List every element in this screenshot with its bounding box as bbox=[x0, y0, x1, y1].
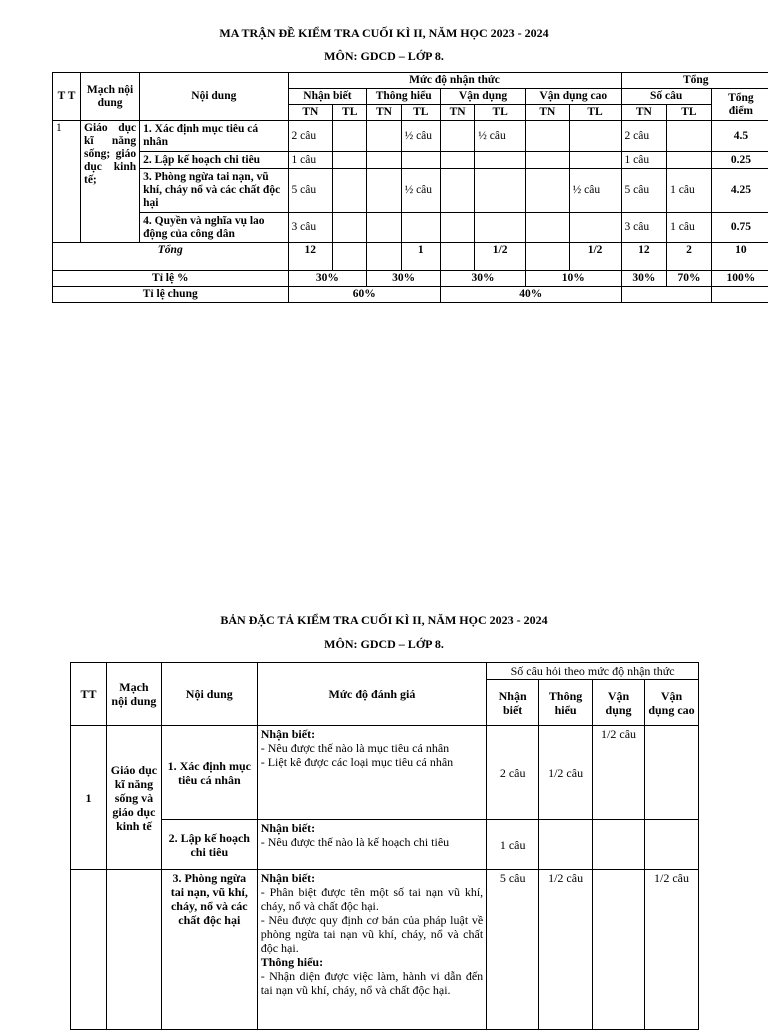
matrix-tt-cell: 1 bbox=[53, 121, 81, 243]
matrix-content-cell: 4. Quyền và nghĩa vụ lao động của công dân bbox=[140, 213, 288, 243]
header-thonghieu: Thông hiểu bbox=[367, 89, 441, 105]
matrix-title: MA TRẬN ĐỀ KIỂM TRA CUỐI KÌ II, NĂM HỌC 2023 - 2024 bbox=[0, 26, 768, 41]
cell-th-tn bbox=[367, 121, 401, 152]
spec-content-cell: 2. Lập kế hoạch chi tiêu bbox=[161, 820, 257, 870]
cell-vdc-tn bbox=[526, 121, 570, 152]
total-diem: 10 bbox=[711, 243, 768, 271]
cell-vd-tl bbox=[475, 169, 526, 213]
cell-vdc-tl bbox=[569, 213, 621, 243]
cell-nb-tl bbox=[333, 152, 367, 169]
cell-vd-tn bbox=[441, 213, 475, 243]
spec-header-mach: Mạch nội dung bbox=[106, 663, 161, 726]
header-vandung: Vận dụng bbox=[441, 89, 526, 105]
spec-tt-cell: 1 bbox=[71, 726, 107, 870]
spec-level-cell bbox=[257, 820, 486, 870]
cell-sc-tl: 1 câu bbox=[667, 169, 712, 213]
total-vd-tl: 1/2 bbox=[475, 243, 526, 271]
cell-sc-tn: 5 câu bbox=[621, 169, 667, 213]
table-row bbox=[71, 820, 699, 870]
header-tn: TN bbox=[288, 105, 333, 121]
spec-header-vandung: Vận dụng bbox=[593, 680, 645, 726]
level-title: Nhận biết: bbox=[261, 821, 483, 835]
general-a: 60% bbox=[288, 287, 441, 303]
ratio-th: 30% bbox=[367, 271, 441, 287]
total-th-tl: 1 bbox=[401, 243, 440, 271]
table-row bbox=[53, 169, 768, 213]
cell-nb-tl bbox=[333, 121, 367, 152]
cell-vd-tl bbox=[475, 152, 526, 169]
matrix-mach-cell: Giáo dục kĩ năng sống; giáo dục kinh tế; bbox=[81, 121, 140, 243]
matrix-content-cell: 2. Lập kế hoạch chi tiêu bbox=[140, 152, 288, 169]
matrix-general-row bbox=[53, 287, 768, 303]
cell-sc-tn: 2 câu bbox=[621, 121, 667, 152]
spec-vd-cell bbox=[593, 870, 645, 1030]
spec-header-nhanbiet: Nhận biết bbox=[487, 680, 539, 726]
ratio-nb: 30% bbox=[288, 271, 367, 287]
level-line: - Liệt kê được các loại mục tiêu cá nhân bbox=[261, 755, 483, 769]
cell-th-tn bbox=[367, 213, 401, 243]
spec-mach-cell: Giáo dục kĩ năng sống và giáo dục kinh tế bbox=[106, 726, 161, 870]
header-tongdiem: Tổng điểm bbox=[711, 89, 768, 121]
level-title: Nhận biết: bbox=[261, 727, 483, 741]
spec-vdc-cell bbox=[645, 820, 699, 870]
cell-nb-tn: 1 câu bbox=[288, 152, 333, 169]
spec-header-thonghieu: Thông hiểu bbox=[539, 680, 593, 726]
level-line: - Phân biệt được tên một số tai nạn vũ khí, cháy, nổ và chất độc hại. bbox=[261, 885, 483, 913]
spec-th-cell: 1/2 câu bbox=[539, 726, 593, 820]
cell-vdc-tl: ½ câu bbox=[569, 169, 621, 213]
header-tn: TN bbox=[441, 105, 475, 121]
general-b: 40% bbox=[441, 287, 622, 303]
matrix-header-row-1 bbox=[53, 73, 768, 89]
cell-th-tn bbox=[367, 169, 401, 213]
cell-nb-tn: 2 câu bbox=[288, 121, 333, 152]
ratio-sc-tl: 70% bbox=[667, 271, 712, 287]
cell-sc-tl bbox=[667, 121, 712, 152]
matrix-content-cell: 1. Xác định mục tiêu cá nhân bbox=[140, 121, 288, 152]
spec-header-tt: TT bbox=[71, 663, 107, 726]
header-tn: TN bbox=[526, 105, 570, 121]
spec-level-cell bbox=[257, 870, 486, 1030]
spec-content-cell: 3. Phòng ngừa tai nạn, vũ khí, cháy, nổ và các chất độc hại bbox=[161, 870, 257, 1030]
table-row bbox=[53, 152, 768, 169]
ratio-sc-tn: 30% bbox=[621, 271, 667, 287]
header-tt: T T bbox=[53, 73, 81, 121]
header-vandungcao: Vận dụng cao bbox=[526, 89, 621, 105]
spec-th-cell: 1/2 câu bbox=[539, 870, 593, 1030]
cell-th-tl: ½ câu bbox=[401, 121, 440, 152]
spec-header-socau: Số câu hỏi theo mức độ nhận thức bbox=[487, 663, 699, 680]
spec-header-mucdo: Mức độ đánh giá bbox=[257, 663, 486, 726]
cell-th-tl bbox=[401, 152, 440, 169]
header-tl: TL bbox=[333, 105, 367, 121]
header-tl: TL bbox=[667, 105, 712, 121]
cell-sc-tn: 1 câu bbox=[621, 152, 667, 169]
spec-vd-cell: 1/2 câu bbox=[593, 726, 645, 820]
spec-nb-cell: 1 câu bbox=[487, 820, 539, 870]
cell-vd-tl: ½ câu bbox=[475, 121, 526, 152]
spec-th-cell bbox=[539, 820, 593, 870]
cell-th-tl bbox=[401, 213, 440, 243]
cell-vdc-tl bbox=[569, 152, 621, 169]
level-line: - Nhận diện được việc làm, hành vi dẫn đến tai nạn vũ khí, cháy, nổ và chất độc hại. bbox=[261, 969, 483, 997]
cell-vd-tn bbox=[441, 121, 475, 152]
table-row bbox=[53, 213, 768, 243]
header-tn: TN bbox=[621, 105, 667, 121]
header-socau: Số câu bbox=[621, 89, 711, 105]
cell-diem: 0.25 bbox=[711, 152, 768, 169]
total-vdc-tl: 1/2 bbox=[569, 243, 621, 271]
header-tn: TN bbox=[367, 105, 401, 121]
total-label: Tổng bbox=[53, 243, 289, 271]
level-title: Thông hiểu: bbox=[261, 955, 483, 969]
cell-sc-tl: 1 câu bbox=[667, 213, 712, 243]
cell-vdc-tn bbox=[526, 152, 570, 169]
cell-diem: 0.75 bbox=[711, 213, 768, 243]
header-mucdo: Mức độ nhận thức bbox=[288, 73, 621, 89]
matrix-table bbox=[52, 72, 768, 303]
cell-vdc-tl bbox=[569, 121, 621, 152]
cell-sc-tn: 3 câu bbox=[621, 213, 667, 243]
spec-nb-cell: 2 câu bbox=[487, 726, 539, 820]
spec-title: BẢN ĐẶC TẢ KIỂM TRA CUỐI KÌ II, NĂM HỌC 2023 - 2024 bbox=[0, 613, 768, 628]
spec-vdc-cell: 1/2 câu bbox=[645, 870, 699, 1030]
ratio-label: Tỉ lệ % bbox=[53, 271, 289, 287]
matrix-subtitle: MÔN: GDCD – LỚP 8. bbox=[0, 49, 768, 64]
level-line: - Nêu được thế nào là kế hoạch chi tiêu bbox=[261, 835, 483, 849]
cell-vdc-tn bbox=[526, 169, 570, 213]
cell-th-tn bbox=[367, 152, 401, 169]
spec-header-vandungcao: Vận dụng cao bbox=[645, 680, 699, 726]
header-tong: Tổng bbox=[621, 73, 768, 89]
total-nb-tn: 12 bbox=[288, 243, 333, 271]
cell-nb-tl bbox=[333, 169, 367, 213]
cell-nb-tl bbox=[333, 213, 367, 243]
cell-th-tl: ½ câu bbox=[401, 169, 440, 213]
cell-sc-tl bbox=[667, 152, 712, 169]
level-line: - Nêu được thế nào là mục tiêu cá nhân bbox=[261, 741, 483, 755]
spec-level-cell bbox=[257, 726, 486, 820]
matrix-content-cell: 3. Phòng ngừa tai nạn, vũ khí, cháy nổ và các chất độc hại bbox=[140, 169, 288, 213]
cell-vd-tl bbox=[475, 213, 526, 243]
header-tl: TL bbox=[569, 105, 621, 121]
cell-diem: 4.25 bbox=[711, 169, 768, 213]
spec-header-noidung: Nội dung bbox=[161, 663, 257, 726]
ratio-diem: 100% bbox=[711, 271, 768, 287]
cell-vd-tn bbox=[441, 169, 475, 213]
spec-content-cell: 1. Xác định mục tiêu cá nhân bbox=[161, 726, 257, 820]
spec-vd-cell bbox=[593, 820, 645, 870]
ratio-vd: 30% bbox=[441, 271, 526, 287]
cell-vd-tn bbox=[441, 152, 475, 169]
total-sc-tn: 12 bbox=[621, 243, 667, 271]
spec-table bbox=[70, 662, 699, 1030]
header-tl: TL bbox=[401, 105, 440, 121]
header-mach: Mạch nội dung bbox=[81, 73, 140, 121]
header-tl: TL bbox=[475, 105, 526, 121]
level-title: Nhận biết: bbox=[261, 871, 483, 885]
table-row bbox=[71, 870, 699, 1030]
level-line: - Nêu được quy định cơ bản của pháp luật về phòng ngừa tai nạn vũ khí, cháy, nổ và chất độc hại. bbox=[261, 913, 483, 955]
spec-nb-cell: 5 câu bbox=[487, 870, 539, 1030]
ratio-vdc: 10% bbox=[526, 271, 621, 287]
table-row bbox=[53, 121, 768, 152]
cell-nb-tn: 3 câu bbox=[288, 213, 333, 243]
total-sc-tl: 2 bbox=[667, 243, 712, 271]
spec-subtitle: MÔN: GDCD – LỚP 8. bbox=[0, 637, 768, 652]
matrix-ratio-row bbox=[53, 271, 768, 287]
general-label: Tỉ lệ chung bbox=[53, 287, 289, 303]
spec-vdc-cell bbox=[645, 726, 699, 820]
header-noidung: Nội dung bbox=[140, 73, 288, 121]
cell-diem: 4.5 bbox=[711, 121, 768, 152]
cell-nb-tn: 5 câu bbox=[288, 169, 333, 213]
cell-vdc-tn bbox=[526, 213, 570, 243]
matrix-total-row bbox=[53, 243, 768, 271]
table-row bbox=[71, 726, 699, 820]
spec-header-row-1 bbox=[71, 663, 699, 680]
header-nhanbiet: Nhận biết bbox=[288, 89, 367, 105]
